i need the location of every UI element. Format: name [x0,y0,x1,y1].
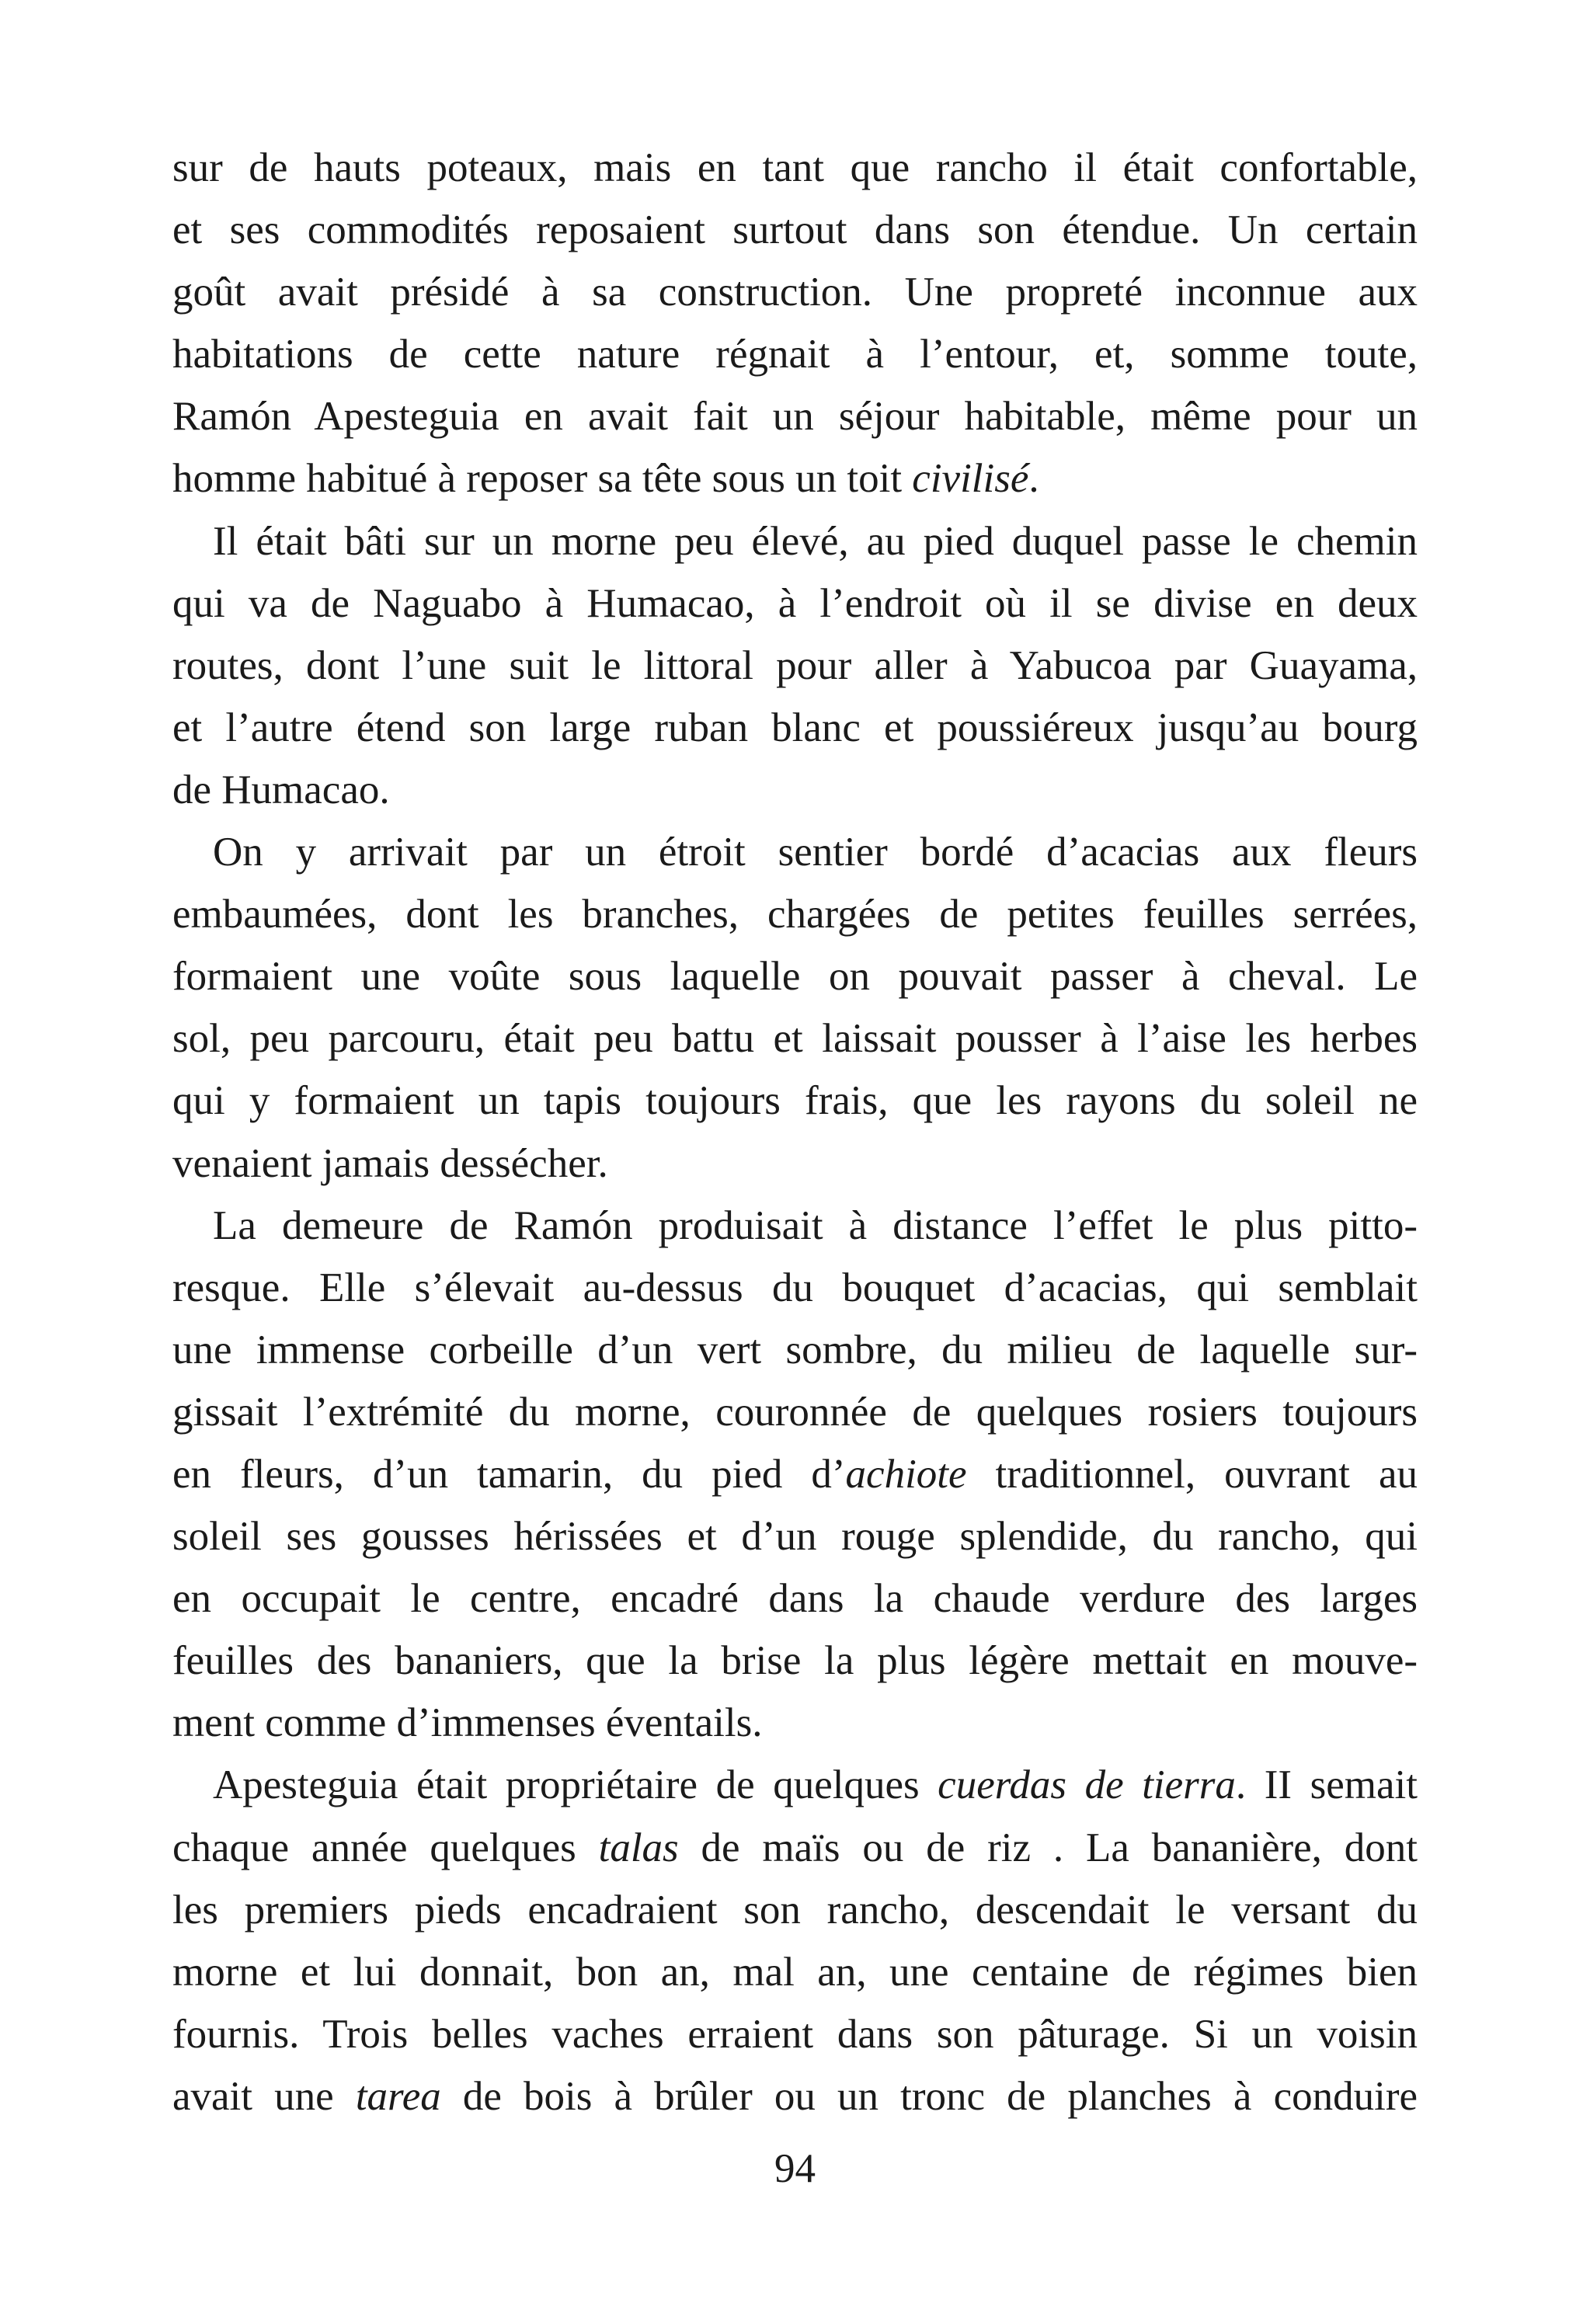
text-run: de maïs ou de riz . La bananière, dont [678,1825,1418,1870]
text-line [172,1381,1418,1443]
text-run: formaient une voûte sous laquelle on pouvait passer à cheval. Le [172,954,1418,1000]
text-line [172,2065,1418,2127]
text-line [172,1754,1418,1816]
text-run: resque. Elle s’élevait au-dessus du bouquet d’acacias, qui semblait [172,1265,1418,1310]
text-run: chaque année quelques [172,1825,599,1870]
text-run: et ses commodités reposaient surtout dans son étendue. Un certain [172,207,1418,253]
text-line [172,510,1418,572]
text-run: . II semait [1235,1762,1418,1808]
text-run: en occupait le centre, encadré dans la chaude verdure des larges [172,1576,1418,1622]
text-run: gissait l’extrémité du morne, couronnée de quelques rosiers toujours [172,1389,1418,1435]
text-line [172,572,1418,635]
text-line [172,1692,1418,1754]
text-line [172,1070,1418,1132]
text-run: fournis. Trois belles vaches erraient dans son pâturage. Si un voisin [172,2011,1418,2057]
text-run: venaient jamais dessécher. [172,1140,608,1186]
text-run: ment comme d’immenses éventails. [172,1700,763,1746]
text-line [172,1257,1418,1319]
text-line [172,1007,1418,1070]
text-run: routes, dont l’une suit le littoral pour aller à Yabucoa par Guayama, [172,642,1418,688]
text-line [172,1879,1418,1941]
text-line [172,447,1418,510]
text-line [172,1941,1418,2003]
text-run: sur de hauts poteaux, mais en tant que rancho il était confortable, [172,145,1418,190]
text-run: de bois à brûler ou un tronc de planches à conduire [440,2073,1418,2119]
text-line [172,1195,1418,1257]
text-run: de Humacao. [172,767,390,812]
text-line [172,759,1418,821]
text-line [172,1630,1418,1692]
italic-term: talas [598,1825,679,1870]
text-line [172,1443,1418,1505]
body-text [172,137,1418,2127]
text-line [172,1132,1418,1195]
text-run: en fleurs, d’un tamarin, du pied d’ [172,1451,846,1497]
text-run: une immense corbeille d’un vert sombre, du milieu de laquelle sur- [172,1327,1418,1372]
text-line [172,1319,1418,1381]
text-run: goût avait présidé à sa construction. Une propreté inconnue aux [172,270,1418,315]
italic-term: tarea [355,2073,441,2119]
text-run: La demeure de Ramón produisait à distance l’effet le plus pitto- [213,1202,1418,1248]
text-run: qui va de Naguabo à Humacao, à l’endroit où il se divise en deux [172,580,1418,626]
text-line [172,635,1418,697]
text-line [172,945,1418,1007]
text-run: . [1028,456,1039,502]
text-line [172,199,1418,261]
page-number: 94 [774,2146,816,2191]
italic-term: civilisé [912,456,1029,502]
text-line [172,1567,1418,1630]
text-line [172,137,1418,199]
text-run: Apesteguia était propriétaire de quelques [213,1762,938,1808]
text-line [172,1817,1418,1879]
text-run: les premiers pieds encadraient son rancho, descendait le versant du [172,1887,1418,1933]
text-line [172,2003,1418,2065]
text-line [172,697,1418,759]
text-run: morne et lui donnait, bon an, mal an, une centaine de régimes bien [172,1949,1418,1995]
text-line [172,1505,1418,1567]
text-run: traditionnel, ouvrant au [966,1451,1418,1497]
text-run: avait une [172,2073,356,2119]
italic-term: achiote [845,1451,967,1497]
text-line [172,883,1418,945]
text-run: Ramón Apesteguia en avait fait un séjour habitable, même pour un [172,394,1418,440]
text-line [172,261,1418,323]
text-run: sol, peu parcouru, était peu battu et laissait pousser à l’aise les herbes [172,1016,1418,1062]
text-run: habitations de cette nature régnait à l’entour, et, somme toute, [172,332,1418,377]
text-line [172,821,1418,883]
text-run: feuilles des bananiers, que la brise la plus légère mettait en mouve- [172,1638,1418,1684]
text-run: homme habitué à reposer sa tête sous un toit [172,456,913,502]
text-run: Il était bâti sur un morne peu élevé, au pied duquel passe le chemin [213,518,1418,564]
text-run: On y arrivait par un étroit sentier bordé d’acacias aux fleurs [213,830,1418,875]
italic-term: cuerdas de tierra [938,1762,1236,1808]
text-run: qui y formaient un tapis toujours frais, que les rayons du soleil ne [172,1078,1418,1124]
text-run: embaumées, dont les branches, chargées de petites feuilles serrées, [172,892,1418,938]
text-run: et l’autre étend son large ruban blanc et poussiéreux jusqu’au bourg [172,705,1418,750]
text-line [172,323,1418,385]
text-run: soleil ses gousses hérissées et d’un rouge splendide, du rancho, qui [172,1514,1418,1560]
text-line [172,385,1418,447]
